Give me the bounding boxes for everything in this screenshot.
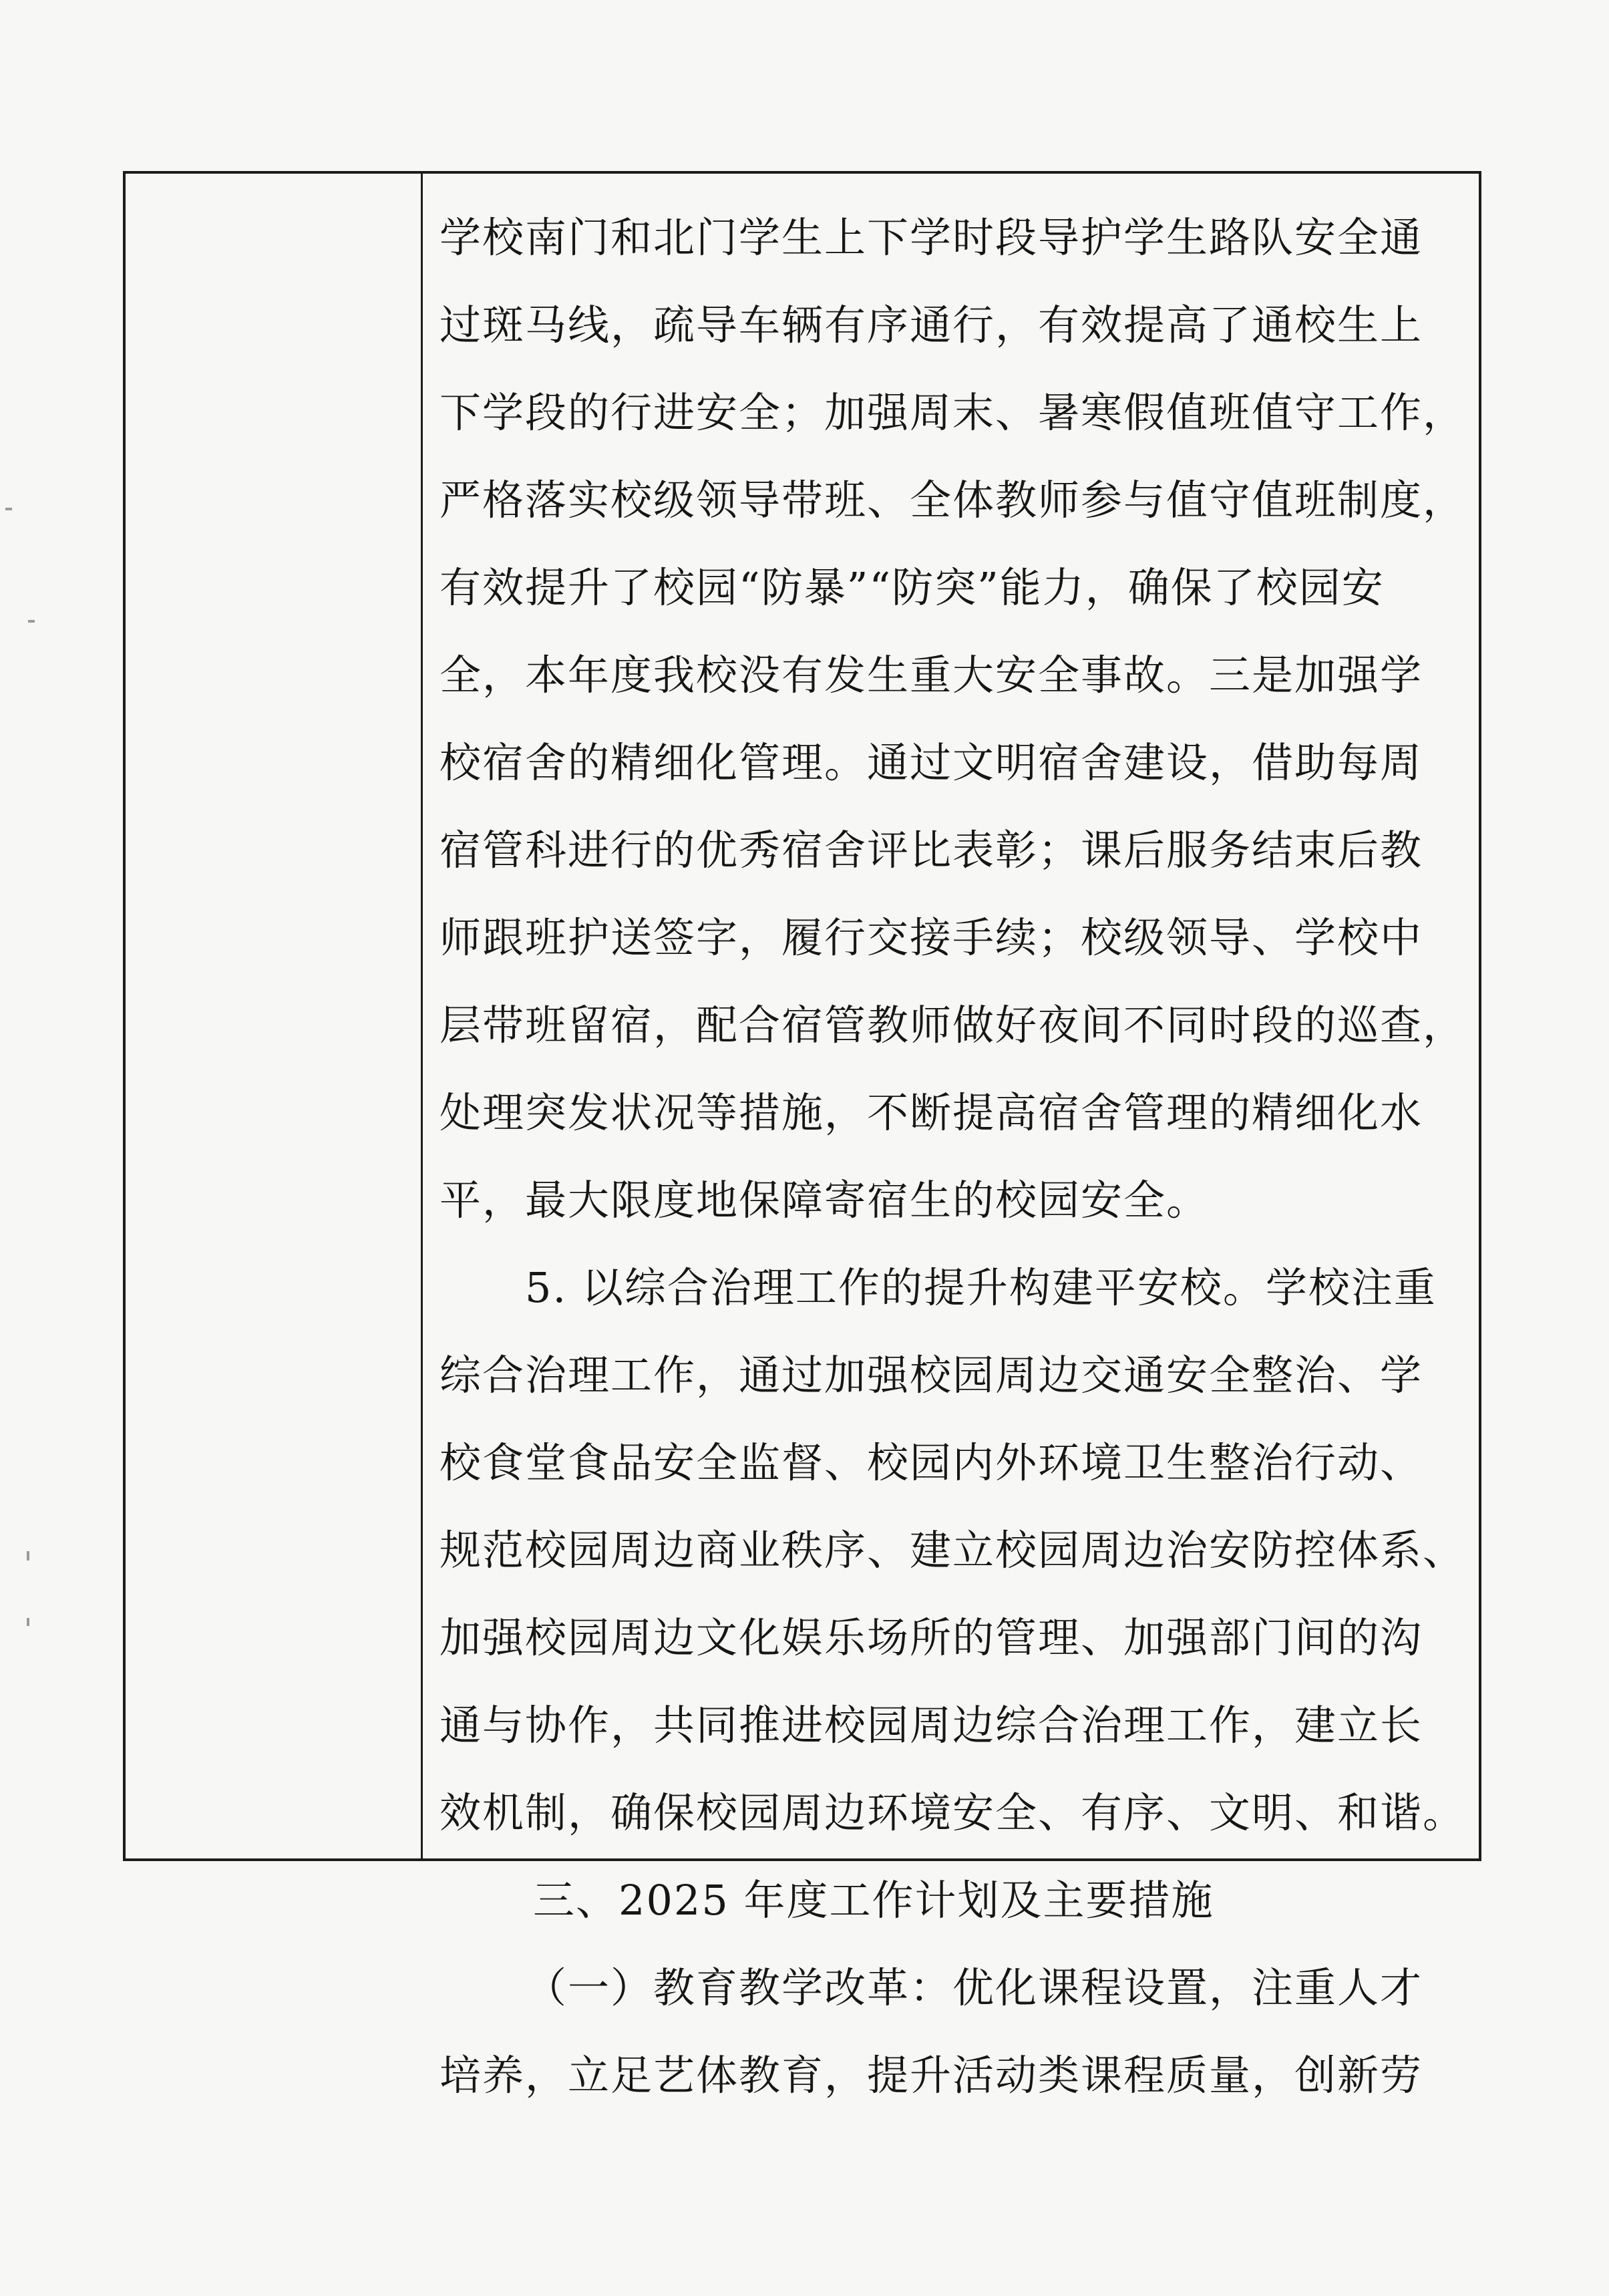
text-line: 平，最大限度地保障寄宿生的校园安全。 (439, 1176, 1210, 1224)
text-line: 校宿舍的精细化管理。通过文明宿舍建设，借助每周 (439, 738, 1423, 787)
empty-left-cell (126, 174, 421, 1858)
text-line: 效机制，确保校园周边环境安全、有序、文明、和谐。 (439, 1788, 1466, 1837)
scan-mark (28, 620, 35, 623)
text-line: 有效提升了校园“防暴”“防突”能力，确保了校园安 (439, 563, 1385, 612)
scan-mark (5, 508, 12, 510)
text-line: 处理突发状况等措施，不断提高宿舍管理的精细化水 (439, 1088, 1423, 1137)
scan-mark (27, 1618, 29, 1626)
column-divider (421, 174, 423, 1858)
text-line: 通与协作，共同推进校园周边综合治理工作，建立长 (439, 1701, 1423, 1750)
text-line: 综合治理工作，通过加强校园周边交通安全整治、学 (439, 1351, 1423, 1400)
text-line: 宿管科进行的优秀宿舍评比表彰；课后服务结束后教 (439, 826, 1423, 874)
text-line: 过斑马线，疏导车辆有序通行，有效提高了通校生上 (439, 301, 1423, 349)
text-line: 培养，立足艺体教育，提升活动类课程质量，创新劳 (439, 2051, 1423, 2100)
section-heading-line: 三、2025 年度工作计划及主要措施 (533, 1876, 1214, 1925)
content-cell (439, 194, 1468, 2119)
text-line: 全，本年度我校没有发生重大安全事故。三是加强学 (439, 651, 1423, 699)
document-table (123, 171, 1481, 2100)
text-line: 师跟班护送签字，履行交接手续；校级领导、学校中 (439, 913, 1423, 962)
scan-mark (27, 1551, 29, 1561)
text-line: 规范校园周边商业秩序、建立校园周边治安防控体系、 (439, 1526, 1466, 1575)
text-line: 严格落实校级领导带班、全体教师参与值守值班制度， (439, 476, 1466, 524)
text-line: 校食堂食品安全监督、校园内外环境卫生整治行动、 (439, 1438, 1423, 1487)
text-line: 学校南门和北门学生上下学时段导护学生路队安全通 (439, 213, 1423, 262)
text-line: 加强校园周边文化娱乐场所的管理、加强部门间的沟 (439, 1613, 1423, 1662)
text-line: 下学段的行进安全；加强周末、暑寒假值班值守工作， (439, 388, 1466, 437)
section-heading-line: 5. 以综合治理工作的提升构建平安校。学校注重 (525, 1263, 1437, 1312)
subsection-heading-line: （一）教育教学改革：优化课程设置，注重人才 (525, 1963, 1423, 2012)
text-line: 层带班留宿，配合宿管教师做好夜间不同时段的巡查， (439, 1001, 1466, 1049)
